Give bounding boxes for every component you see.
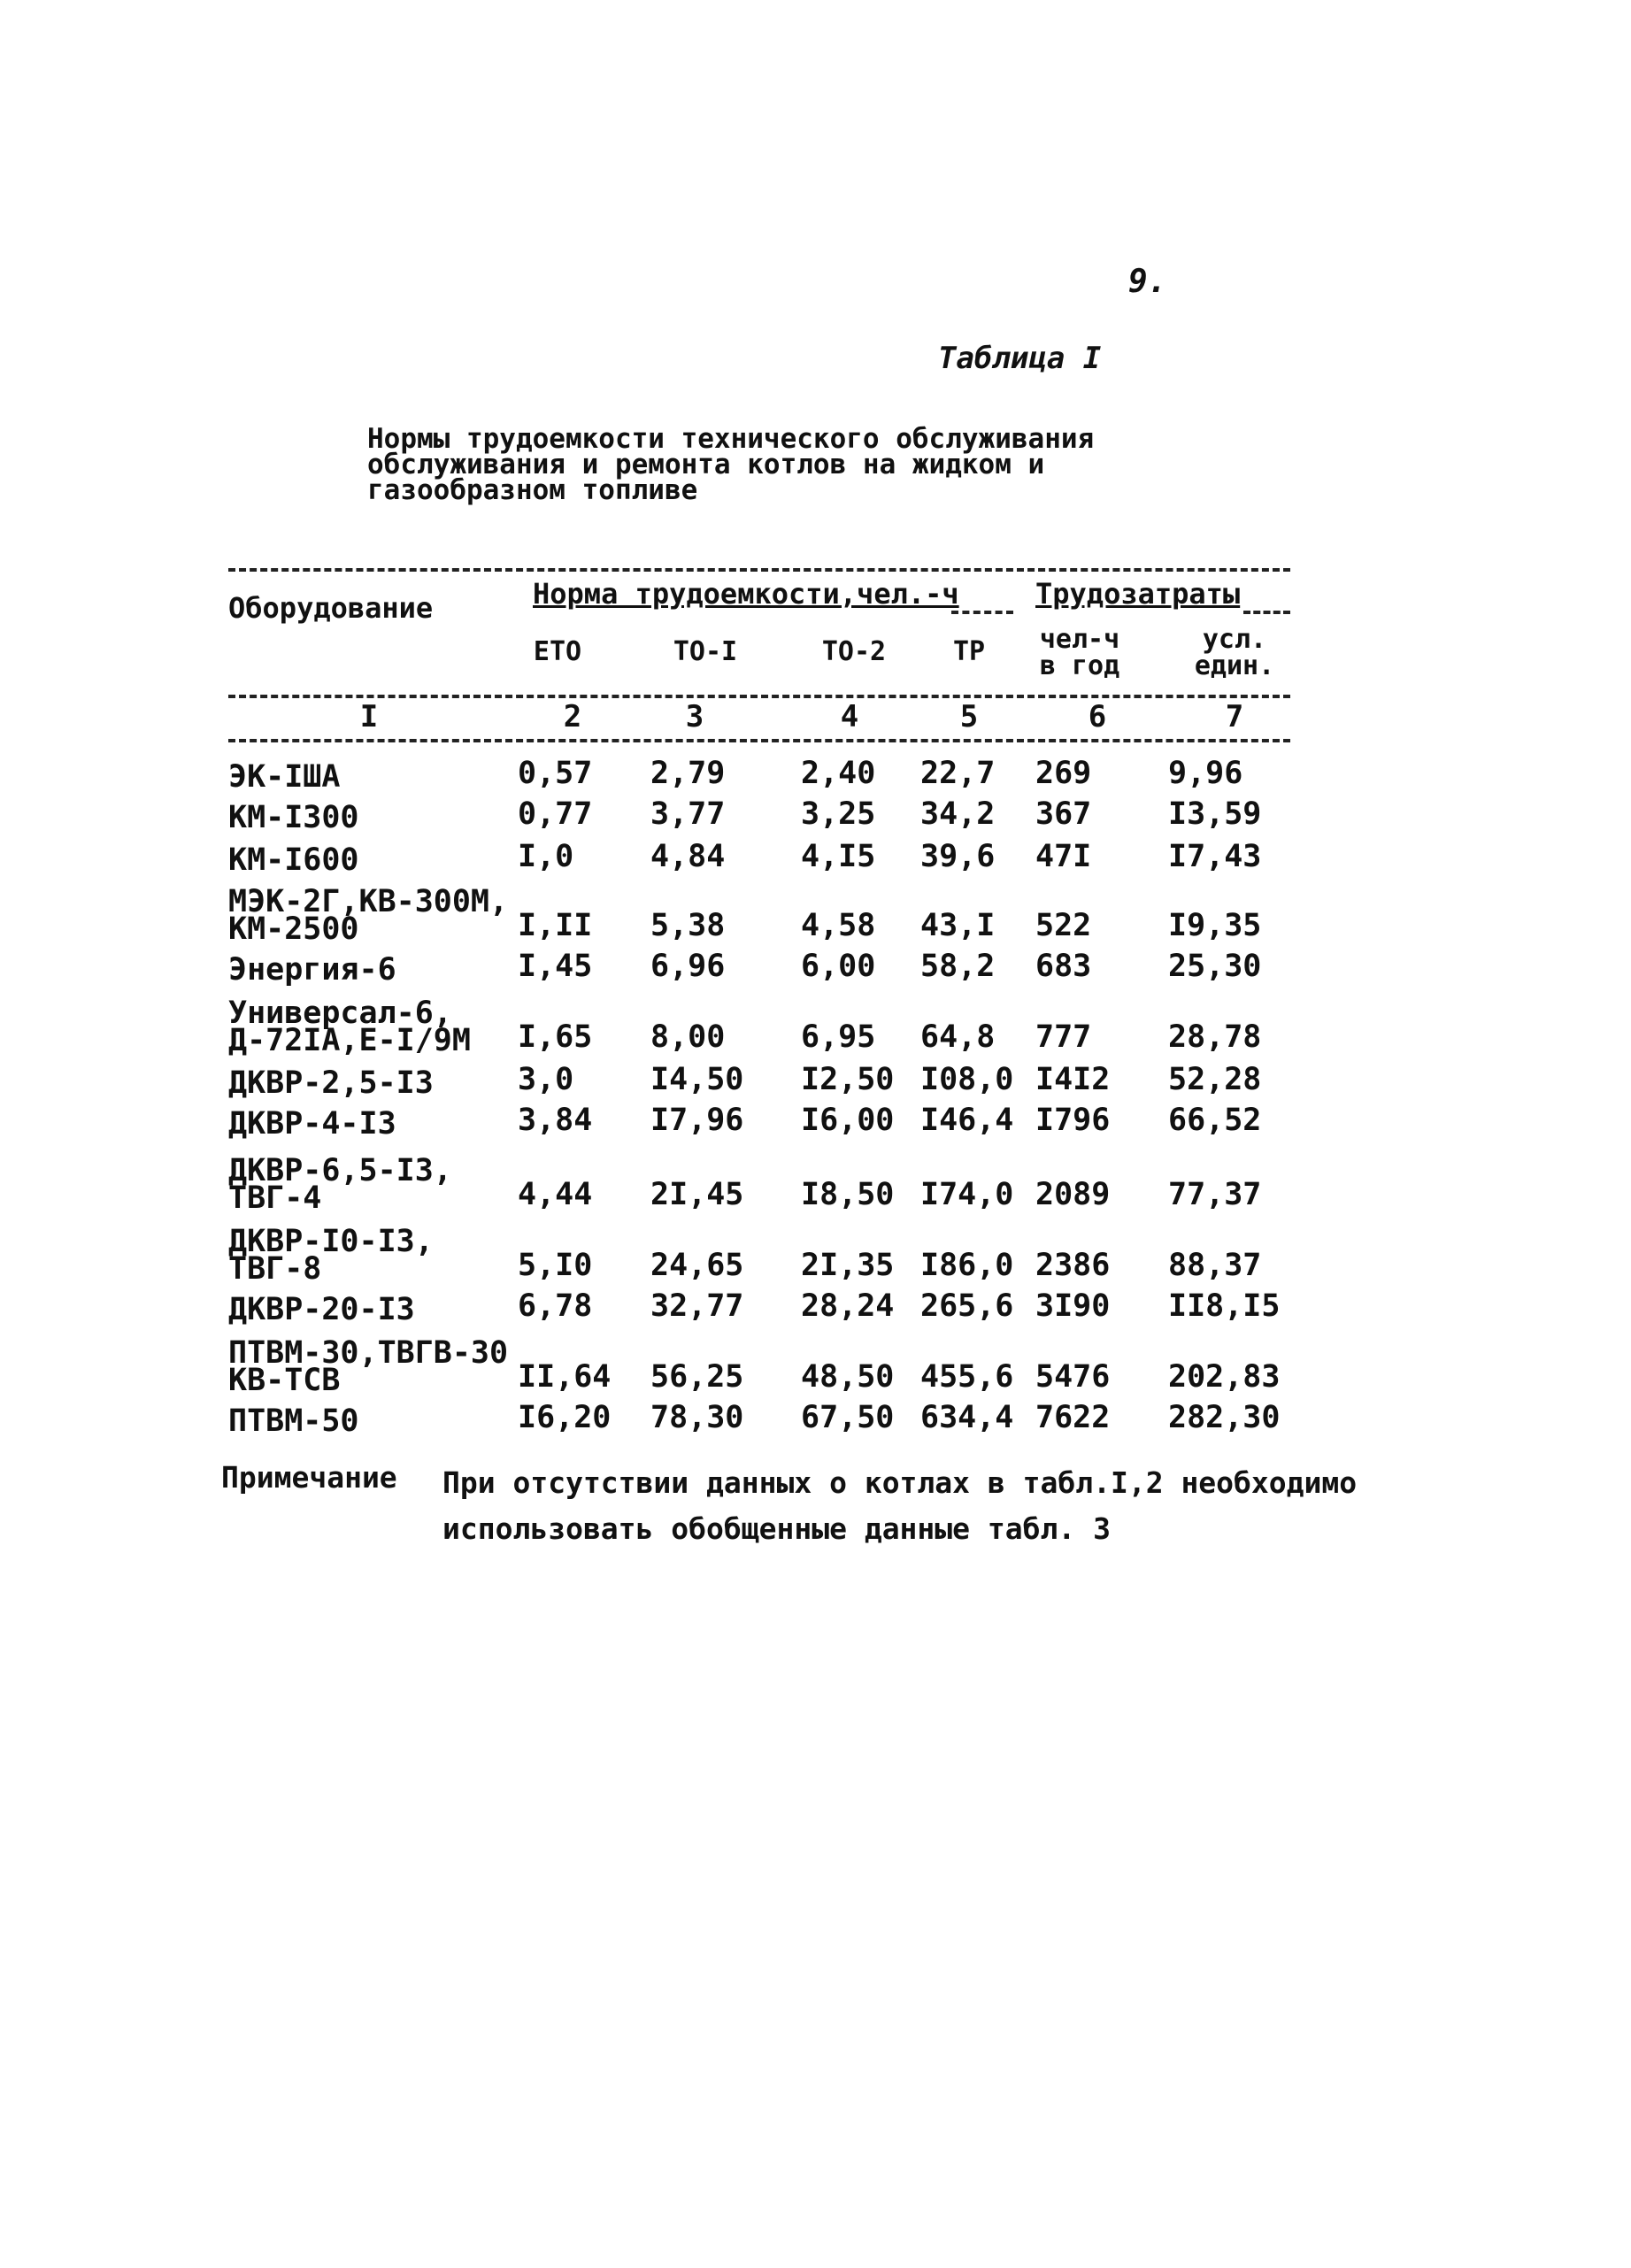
to2-value: 6,95 [801, 1019, 876, 1055]
to1-value: 2,79 [650, 756, 726, 791]
to1-value: 4,84 [650, 839, 726, 874]
to1-value: 56,25 [650, 1359, 744, 1395]
units-value: 25,30 [1168, 949, 1262, 984]
equipment-name: КМ-I300 [228, 800, 359, 835]
hours-value: 47I [1035, 839, 1092, 874]
equipment-name: ДКВР-20-I3 [228, 1292, 415, 1327]
equipment-name: ДКВР-6,5-I3, ТВГ-4 [228, 1153, 452, 1216]
table-row [0, 754, 1631, 795]
hours-value: I796 [1035, 1103, 1111, 1138]
units-value: 9,96 [1168, 756, 1243, 791]
equipment-name: КМ-I600 [228, 842, 359, 878]
to1-value: 32,77 [650, 1288, 744, 1324]
eto-value: 0,57 [518, 756, 593, 791]
to1-value: I7,96 [650, 1103, 744, 1138]
units-value: 202,83 [1168, 1359, 1281, 1395]
units-value: 77,37 [1168, 1177, 1262, 1212]
tr-value: I86,0 [920, 1248, 1014, 1283]
man-hours-header-line2: в год [1039, 650, 1120, 681]
column-number: 4 [840, 699, 859, 734]
to1-value: I4,50 [650, 1062, 744, 1097]
hours-value: 367 [1035, 796, 1092, 832]
units-value: I3,59 [1168, 796, 1262, 832]
equipment-name: ДКВР-2,5-I3 [228, 1065, 434, 1101]
tr-value: 265,6 [920, 1288, 1014, 1324]
eto-value: 4,44 [518, 1177, 593, 1212]
units-header-line2: един. [1194, 650, 1275, 681]
to2-header: ТО-2 [821, 636, 887, 667]
eto-value: I,II [518, 908, 593, 943]
table-row [0, 947, 1631, 988]
caption-line: Нормы трудоемкости технического обслуживания [367, 423, 1095, 455]
eto-header: ЕТО [533, 636, 582, 667]
cost-group-rule [1243, 611, 1290, 614]
units-value: I7,43 [1168, 839, 1262, 874]
units-value: 282,30 [1168, 1400, 1281, 1435]
eto-value: 5,I0 [518, 1248, 593, 1283]
eto-value: 3,0 [518, 1062, 574, 1097]
note-label: Примечание [221, 1460, 397, 1495]
equipment-header: Оборудование [228, 591, 434, 625]
tr-value: 58,2 [920, 949, 996, 984]
tr-value: I46,4 [920, 1103, 1014, 1138]
note-text [442, 1460, 1357, 1552]
units-value: 88,37 [1168, 1248, 1262, 1283]
equipment-name: ЭК-IША [228, 759, 341, 795]
to1-value: 8,00 [650, 1019, 726, 1055]
units-value: II8,I5 [1168, 1288, 1281, 1324]
table-row [0, 876, 1631, 947]
equipment-name: ПТВМ-30,ТВГВ-30 КВ-ТСВ [228, 1335, 509, 1398]
equipment-name: Универсал-6, Д-72IА,Е-I/9М [228, 996, 471, 1058]
to1-value: 24,65 [650, 1248, 744, 1283]
column-number: 5 [959, 699, 979, 734]
tr-value: 455,6 [920, 1359, 1014, 1395]
equipment-name: Энергия-6 [228, 952, 396, 988]
to1-header: ТО-I [673, 636, 738, 667]
note-line: использовать обобщенные данные табл. 3 [442, 1511, 1111, 1546]
hours-value: 269 [1035, 756, 1092, 791]
tr-value: 34,2 [920, 796, 996, 832]
man-hours-header-line1: чел-ч [1039, 624, 1120, 655]
table-row [0, 1326, 1631, 1398]
note-line: При отсутствии данных о котлах в табл.I,2 необходимо [442, 1465, 1358, 1500]
page-number: 9. [1128, 264, 1167, 300]
to1-value: 3,77 [650, 796, 726, 832]
tr-value: 22,7 [920, 756, 996, 791]
to2-value: 28,24 [801, 1288, 895, 1324]
tr-value: 43,I [920, 908, 996, 943]
to2-value: I6,00 [801, 1103, 895, 1138]
to1-value: 5,38 [650, 908, 726, 943]
to2-value: 2,40 [801, 756, 876, 791]
table-row [0, 1099, 1631, 1142]
tr-value: I74,0 [920, 1177, 1014, 1212]
equipment-name: МЭК-2Г,КВ-300М, КМ-2500 [228, 884, 509, 947]
norm-group-header: Норма трудоемкости,чел.-ч [533, 577, 959, 611]
table-caption [367, 423, 1095, 506]
eto-value: I,45 [518, 949, 593, 984]
equipment-name: ДКВР-I0-I3, ТВГ-8 [228, 1224, 434, 1287]
column-number: 7 [1225, 699, 1244, 734]
hours-value: 7622 [1035, 1400, 1111, 1435]
hours-value: 777 [1035, 1019, 1092, 1055]
hours-value: 2089 [1035, 1177, 1111, 1212]
eto-value: II,64 [518, 1359, 612, 1395]
column-number: 3 [685, 699, 704, 734]
table-row [0, 986, 1631, 1058]
hours-value: 2386 [1035, 1248, 1111, 1283]
eto-value: 0,77 [518, 796, 593, 832]
to2-value: 48,50 [801, 1359, 895, 1395]
column-number: 6 [1088, 699, 1107, 734]
to2-value: I2,50 [801, 1062, 895, 1097]
units-value: 66,52 [1168, 1103, 1262, 1138]
to2-value: 67,50 [801, 1400, 895, 1435]
units-value: I9,35 [1168, 908, 1262, 943]
to2-value: 3,25 [801, 796, 876, 832]
hours-value: 683 [1035, 949, 1092, 984]
table-row [0, 1142, 1631, 1216]
table-row [0, 837, 1631, 878]
to2-value: 2I,35 [801, 1248, 895, 1283]
to1-value: 6,96 [650, 949, 726, 984]
table-top-rule [228, 568, 1290, 572]
tr-value: 64,8 [920, 1019, 996, 1055]
header-rule [228, 695, 1290, 698]
column-number: I [359, 699, 379, 734]
tr-header: ТР [952, 636, 986, 667]
tr-value: 634,4 [920, 1400, 1014, 1435]
column-number: 2 [563, 699, 582, 734]
hours-value: I4I2 [1035, 1062, 1111, 1097]
units-header [1181, 624, 1288, 681]
to2-value: I8,50 [801, 1177, 895, 1212]
eto-value: I,65 [518, 1019, 593, 1055]
units-value: 52,28 [1168, 1062, 1262, 1097]
eto-value: I6,20 [518, 1400, 612, 1435]
to1-value: 78,30 [650, 1400, 744, 1435]
tr-value: 39,6 [920, 839, 996, 874]
caption-line: газообразном топливе [367, 474, 698, 506]
norm-group-rule [951, 611, 1013, 614]
to2-value: 4,I5 [801, 839, 876, 874]
caption-line: обслуживания и ремонта котлов на жидком и [367, 449, 1045, 481]
table-row [0, 795, 1631, 835]
hours-value: 522 [1035, 908, 1092, 943]
equipment-name: ДКВР-4-I3 [228, 1106, 396, 1142]
to2-value: 6,00 [801, 949, 876, 984]
hours-value: 5476 [1035, 1359, 1111, 1395]
eto-value: I,0 [518, 839, 574, 874]
table-row [0, 1058, 1631, 1101]
to2-value: 4,58 [801, 908, 876, 943]
hours-value: 3I90 [1035, 1288, 1111, 1324]
to1-value: 2I,45 [650, 1177, 744, 1212]
eto-value: 3,84 [518, 1103, 593, 1138]
table-row [0, 1285, 1631, 1327]
units-value: 28,78 [1168, 1019, 1262, 1055]
tr-value: I08,0 [920, 1062, 1014, 1097]
equipment-name: ПТВМ-50 [228, 1403, 359, 1439]
table-row [0, 1396, 1631, 1439]
table-row [0, 1214, 1631, 1287]
units-header-line1: усл. [1202, 624, 1267, 655]
cost-group-header: Трудозатраты [1035, 577, 1241, 611]
column-number-rule [228, 739, 1290, 742]
table-label: Таблица I [938, 341, 1102, 376]
eto-value: 6,78 [518, 1288, 593, 1324]
man-hours-header [1027, 624, 1133, 681]
